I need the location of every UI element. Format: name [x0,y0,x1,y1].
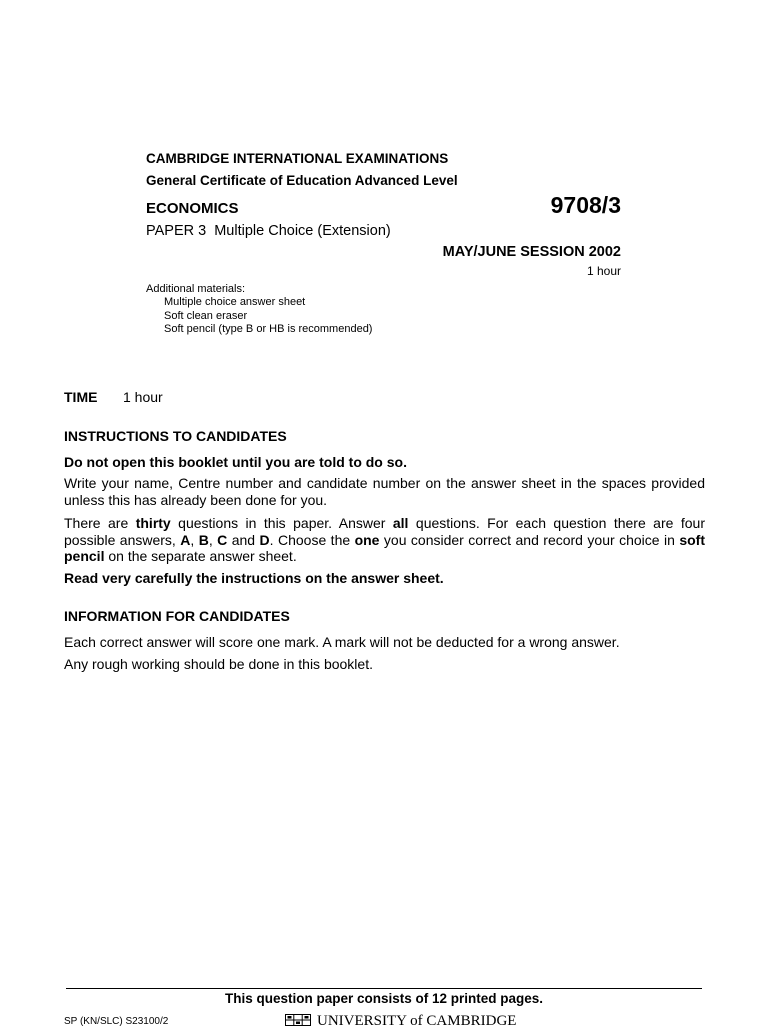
write-name-instruction: Write your name, Centre number and candidate number on the answer sheet in the spaces provided unless this has already been done for you. [64,475,705,508]
crest-icon [285,1014,311,1026]
read-carefully-notice: Read very carefully the instructions on the answer sheet. [64,570,444,586]
time-value: 1 hour [123,389,163,405]
material-item: Soft pencil (type B or HB is recommended) [164,322,373,335]
text-run: , [208,531,218,548]
text-run: you consider correct and record your choice in [379,531,680,548]
university-logo [285,1013,516,1030]
paper-code: 9708/3 [550,192,621,218]
text-run: questions. For each question there are four possible answers, [64,515,705,548]
material-item: Multiple choice answer sheet [164,296,306,309]
text-run: questions in this paper. Answer [170,515,393,531]
text-run: all [392,515,409,531]
text-run: C [217,531,228,548]
text-run: , [190,531,199,548]
material-item: Soft clean eraser [164,309,248,322]
do-not-open-notice: Do not open this booklet until you are told to do so. [64,454,407,470]
text-run: thirty [135,515,171,531]
footer-divider [66,988,702,989]
text-run: D [259,531,270,548]
text-run: soft pencil [64,531,705,564]
exam-session: MAY/JUNE SESSION 2002 [442,244,621,260]
time-label: TIME [64,389,98,405]
information-heading: INFORMATION FOR CANDIDATES [64,608,290,624]
materials-label: Additional materials: [146,283,246,295]
qualification: General Certificate of Education Advanced Level [146,173,458,188]
additional-materials [146,283,372,336]
information-line: Any rough working should be done in this booklet. [64,656,373,672]
subject-title: ECONOMICS [146,200,239,217]
text-run: B [198,531,209,548]
text-run: . Choose the [269,531,355,548]
text-run: There are [64,515,136,531]
paper-title: PAPER 3 Multiple Choice (Extension) [146,223,391,239]
university-name: UNIVERSITY of CAMBRIDGE [317,1013,517,1029]
exam-duration: 1 hour [586,264,621,278]
page-count-notice: This question paper consists of 12 printed pages. [224,991,544,1006]
exam-board: CAMBRIDGE INTERNATIONAL EXAMINATIONS [146,151,449,166]
text-run: one [354,531,380,548]
information-line: Each correct answer will score one mark. A mark will not be deducted for a wrong answer. [64,634,620,650]
instructions-heading: INSTRUCTIONS TO CANDIDATES [64,428,287,444]
text-run: on the separate answer sheet. [104,548,297,564]
text-run: and [227,531,260,548]
document-reference: SP (KN/SLC) S23100/2 [64,1016,169,1027]
answer-instruction [64,515,705,565]
text-run: A [180,531,191,548]
